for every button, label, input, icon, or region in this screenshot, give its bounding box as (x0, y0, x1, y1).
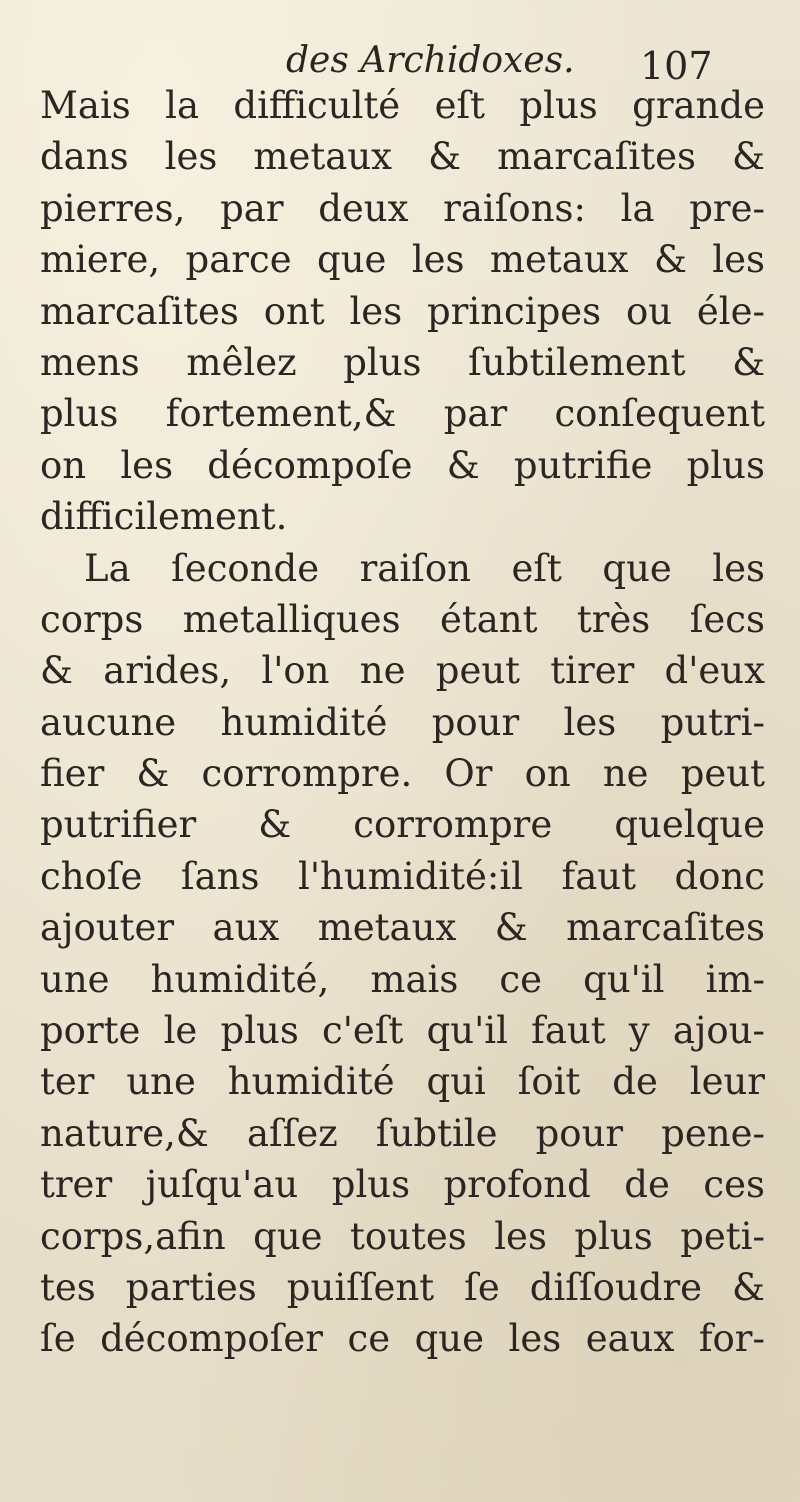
running-head: des Archidoxes. (286, 40, 575, 81)
text-line: putrifier & corrompre quelque (40, 803, 765, 847)
text-line: corps metalliques étant très ſecs (40, 597, 765, 641)
page-number: 107 (640, 44, 713, 88)
text-line: choſe ſans l'humidité:il faut donc (40, 854, 765, 898)
text-line: miere, parce que les metaux & les (40, 238, 765, 282)
text-line: Mais la difficulté eſt plus grande (40, 84, 765, 127)
text-line: dans les metaux & marcaſites & (40, 135, 765, 179)
text-line: ajouter aux metaux & marcaſites (40, 906, 765, 950)
text-line: trer juſqu'au plus profond de ces (40, 1163, 765, 1207)
text-line: on les décompoſe & putrifie plus (40, 443, 765, 487)
text-line: pierres, par deux raiſons: la pre- (40, 186, 765, 230)
text-line: porte le plus c'eſt qu'il faut y ajou- (40, 1009, 765, 1053)
text-line: marcaſites ont les principes ou éle- (40, 289, 765, 333)
text-line: La ſeconde raiſon eſt que les (84, 546, 765, 590)
text-line: difficilement. (40, 495, 288, 539)
text-line: fier & corrompre. Or on ne peut (40, 752, 765, 796)
text-line: tes parties puiſſent ſe diſſoudre & (40, 1265, 765, 1309)
text-line: ter une humidité qui ſoit de leur (40, 1060, 765, 1104)
text-line: & arides, l'on ne peut tirer d'eux (40, 649, 765, 693)
text-line: plus fortement,& par conſequent (40, 392, 765, 436)
text-line: corps,afin que toutes les plus peti- (40, 1214, 765, 1258)
text-line: aucune humidité pour les putri- (40, 700, 765, 744)
text-line: mens mêlez plus ſubtilement & (40, 340, 765, 384)
text-line: nature,& aſſez ſubtile pour pene- (40, 1111, 765, 1155)
text-line: ſe décompoſer ce que les eaux for- (40, 1317, 765, 1361)
text-line: une humidité, mais ce qu'il im- (40, 957, 765, 1001)
body-text (40, 80, 765, 1365)
